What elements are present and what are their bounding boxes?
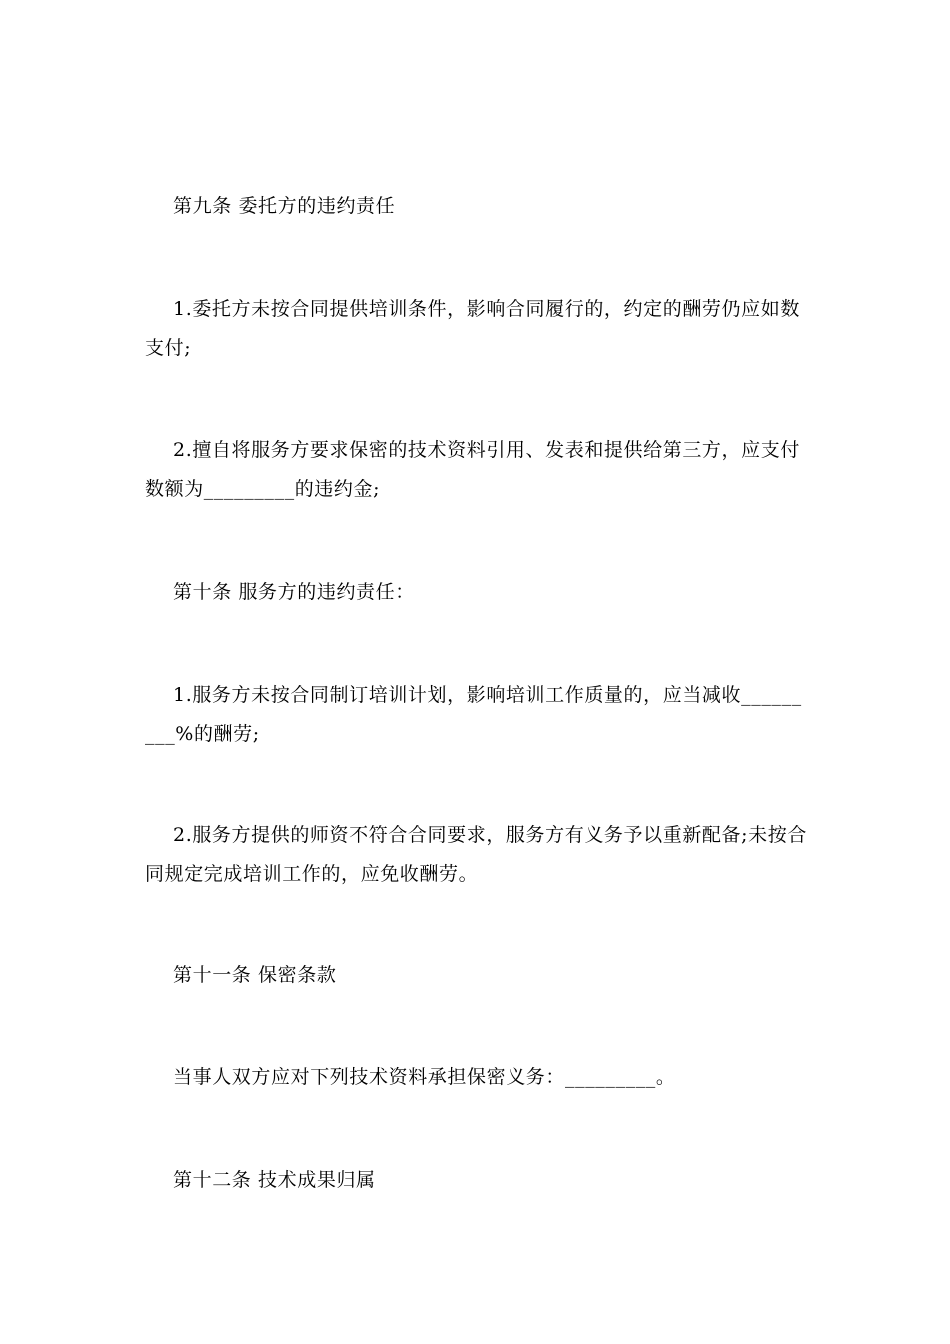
article-11-body: 当事人双方应对下列技术资料承担保密义务：_________。 <box>173 1066 676 1088</box>
article-10-item-1: 1.服务方未按合同制订培训计划，影响培训工作质量的，应当减收_________%的酬劳; <box>145 684 802 745</box>
article-9-item-1: 1.委托方未按合同提供培训条件，影响合同履行的，约定的酬劳仍应如数支付; <box>145 298 800 359</box>
article-11-heading: 第十一条 保密条款 <box>173 964 337 986</box>
article-10-heading: 第十条 服务方的违约责任： <box>173 581 415 603</box>
article-10-item-2: 2.服务方提供的师资不符合合同要求，服务方有义务予以重新配备;未按合同规定完成培训工作的，应免收酬劳。 <box>145 824 807 885</box>
article-9-heading: 第九条 委托方的违约责任 <box>173 195 396 217</box>
article-9-item-2: 2.擅自将服务方要求保密的技术资料引用、发表和提供给第三方，应支付数额为_________的违约金; <box>145 439 800 500</box>
article-12-heading: 第十二条 技术成果归属 <box>173 1169 376 1191</box>
